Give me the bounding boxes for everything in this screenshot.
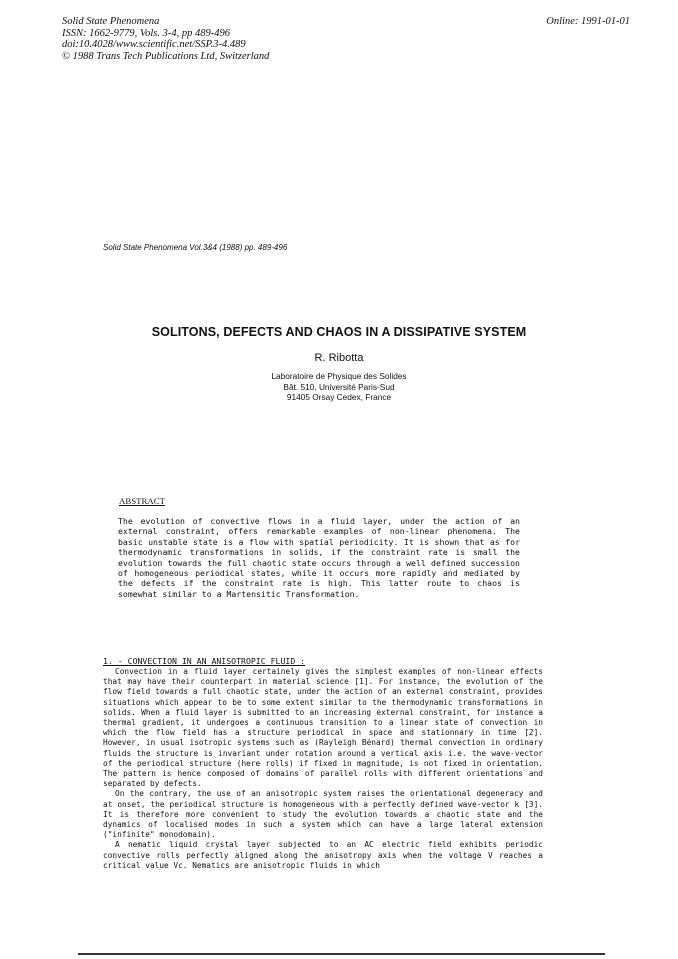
paragraph-1: Convection in a fluid layer certainely gives the simplest examples of non-linear effects that may have their counterpart in material science [1]. For instance, the evolution of the flow field towards a full chaotic state, under the action of an external constraint, provides situations which appear to be to some extent similar to the thermodynamic transformations in solids. When a fluid layer is submitted to an increasing external constraint, for instance a thermal gradient, it undergoes a continuous transition to a linear state of convection in which the flow field has a structure periodical in space and stationnary in time [2]. However, in usual isotropic systems such as (Rayleigh Bénard) thermal convection in ordinary fluids the structure is invariant under rotation around a vertical axis i.e. the wave-vector of the periodical structure (here rolls) if fixed in magnitude, is not fixed in orientation. The pattern is hence composed of domains of parallel rolls with different orientations and separated by defects. — [103, 667, 543, 789]
abstract-text: The evolution of convective flows in a fluid layer, under the action of an external constraint, offers remarkable examples of non-linear phenomena. The basic unstable state is a flow with spatial periodicity. It is shown that as for thermodynamic transformations in solids, if the constraint rate is small the evolution towards the full chaotic state occurs through a well defined succession of homogeneous periodical states, while it occurs more rapidly and mediated by the defects if the constraint rate is high. This latter route to chaos is somewhat similar to a Martensitic Transformation. — [118, 516, 520, 599]
publication-info — [62, 16, 269, 62]
doi-line: doi:10.4028/www.scientific.net/SSP.3-4.489 — [62, 39, 246, 51]
affiliation-address: 91405 Orsay Cedex, France — [286, 392, 392, 403]
online-date: Online: 1991-01-01 — [546, 16, 630, 27]
journal-name: Solid State Phenomena — [62, 16, 160, 27]
affiliation-lab: Laboratoire de Physique des Solides — [271, 371, 407, 381]
paper-title: SOLITONS, DEFECTS AND CHAOS IN A DISSIPATIVE SYSTEM — [151, 325, 527, 339]
footer-rule — [78, 953, 605, 955]
paragraph-2: On the contrary, the use of an anisotropic system raises the orientational degeneracy and at onset, the periodical structure is homogeneous with a perfectly defined wave-vector k [3]. It is therefore more convenient to study the evolution towards a chaotic state and the dynamics of localised modes in such a system which can have a large lateral extension ("infinite" monodomain). — [103, 789, 543, 840]
section-1-body — [103, 667, 543, 871]
section-1-heading: 1. - CONVECTION IN AN ANISOTROPIC FLUID : — [103, 656, 306, 666]
abstract-heading: ABSTRACT — [119, 496, 165, 506]
copyright-line: © 1988 Trans Tech Publications Ltd, Switzerland — [62, 50, 270, 62]
issn-line: ISSN: 1662-9779, Vols. 3-4, pp 489-496 — [62, 27, 230, 39]
affiliation-building: Bât. 510, Université Paris-Sud — [283, 381, 395, 392]
journal-citation: Solid State Phenomena Vol.3&4 (1988) pp. 489-496 — [103, 243, 288, 252]
paragraph-3: A nematic liquid crystal layer subjected to an AC electric field exhibits periodic convective rolls perfectly aligned along the anisotropy axis when the voltage V reaches a critical value Vc. Nematics are anisotropic fluids in which — [103, 840, 543, 870]
author-name: R. Ribotta — [314, 352, 364, 364]
affiliation — [0, 371, 678, 403]
